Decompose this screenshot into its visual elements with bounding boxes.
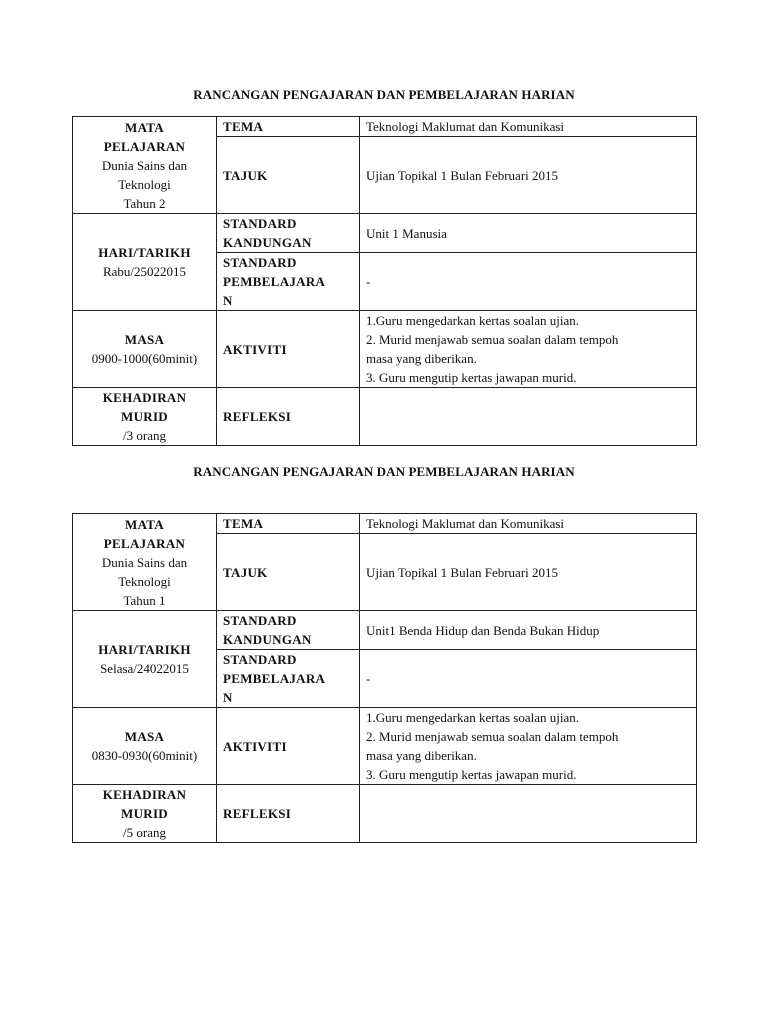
document-title: RANCANGAN PENGAJARAN DAN PEMBELAJARAN HARIAN: [193, 464, 575, 479]
standard-kandungan-label-line: KANDUNGAN: [223, 235, 312, 250]
tema-label: TEMA: [217, 514, 360, 534]
hari-tarikh-cell: [73, 611, 217, 708]
masa-cell: [73, 708, 217, 785]
tajuk-value: Ujian Topikal 1 Bulan Februari 2015: [360, 534, 697, 611]
tajuk-label: TAJUK: [217, 137, 360, 214]
hari-tarikh-label: HARI/TARIKH: [98, 642, 191, 657]
kehadiran-label: MURID: [121, 806, 168, 821]
hari-tarikh-cell: [73, 214, 217, 311]
kehadiran-value: /5 orang: [123, 825, 166, 840]
standard-kandungan-label: [217, 214, 360, 253]
standard-kandungan-label-line: STANDARD: [223, 216, 297, 231]
kehadiran-cell: [73, 388, 217, 446]
standard-kandungan-value: Unit 1 Manusia: [360, 214, 697, 253]
standard-pembelajaran-label-line: PEMBELAJARA: [223, 671, 326, 686]
aktiviti-line: 2. Murid menjawab semua soalan dalam tempoh: [366, 729, 619, 744]
refleksi-label: REFLEKSI: [217, 388, 360, 446]
standard-pembelajaran-label: [217, 253, 360, 311]
standard-pembelajaran-label-line: N: [223, 293, 233, 308]
mata-pelajaran-label: PELAJARAN: [103, 535, 186, 551]
standard-kandungan-label-line: STANDARD: [223, 613, 297, 628]
kehadiran-label: KEHADIRAN: [102, 390, 187, 405]
refleksi-label: REFLEKSI: [217, 785, 360, 843]
standard-pembelajaran-label: [217, 650, 360, 708]
aktiviti-label: AKTIVITI: [217, 311, 360, 388]
kehadiran-label: KEHADIRAN: [102, 787, 187, 802]
mata-pelajaran-label: MATA: [125, 119, 164, 135]
aktiviti-line: 2. Murid menjawab semua soalan dalam tempoh: [366, 332, 619, 347]
hari-tarikh-value: Selasa/24022015: [100, 661, 189, 676]
mata-pelajaran-value: Tahun 1: [123, 592, 166, 608]
mata-pelajaran-value: Dunia Sains dan: [101, 554, 188, 570]
tajuk-value: Ujian Topikal 1 Bulan Februari 2015: [360, 137, 697, 214]
standard-pembelajaran-value: -: [360, 253, 697, 311]
kehadiran-cell: [73, 785, 217, 843]
kehadiran-value: /3 orang: [123, 428, 166, 443]
masa-label: MASA: [124, 729, 165, 744]
standard-pembelajaran-label-line: PEMBELAJARA: [223, 274, 326, 289]
mata-pelajaran-cell: [73, 514, 217, 611]
aktiviti-line: 1.Guru mengedarkan kertas soalan ujian.: [366, 710, 579, 725]
mata-pelajaran-value: Teknologi: [118, 176, 171, 192]
masa-cell: [73, 311, 217, 388]
aktiviti-line: masa yang diberikan.: [366, 351, 477, 366]
tema-label: TEMA: [217, 117, 360, 137]
standard-pembelajaran-label-line: STANDARD: [223, 652, 297, 667]
tema-value: Teknologi Maklumat dan Komunikasi: [360, 117, 697, 137]
aktiviti-line: 3. Guru mengutip kertas jawapan murid.: [366, 370, 577, 385]
aktiviti-label: AKTIVITI: [217, 708, 360, 785]
hari-tarikh-label: HARI/TARIKH: [98, 245, 191, 260]
document-title: RANCANGAN PENGAJARAN DAN PEMBELAJARAN HARIAN: [193, 87, 575, 102]
standard-pembelajaran-label-line: N: [223, 690, 233, 705]
hari-tarikh-value: Rabu/25022015: [102, 264, 187, 279]
aktiviti-line: masa yang diberikan.: [366, 748, 477, 763]
refleksi-value: [360, 388, 697, 446]
mata-pelajaran-cell: [73, 117, 217, 214]
mata-pelajaran-value: Dunia Sains dan: [101, 157, 188, 173]
masa-value: 0830-0930(60minit): [91, 748, 198, 763]
mata-pelajaran-label: MATA: [125, 516, 164, 532]
masa-value: 0900-1000(60minit): [91, 351, 198, 366]
mata-pelajaran-label: PELAJARAN: [103, 138, 186, 154]
aktiviti-value: [360, 311, 697, 388]
refleksi-value: [360, 785, 697, 843]
tajuk-label: TAJUK: [217, 534, 360, 611]
aktiviti-line: 3. Guru mengutip kertas jawapan murid.: [366, 767, 577, 782]
lesson-plan-table: [72, 116, 697, 446]
standard-kandungan-value: Unit1 Benda Hidup dan Benda Bukan Hidup: [360, 611, 697, 650]
standard-kandungan-label-line: KANDUNGAN: [223, 632, 312, 647]
standard-kandungan-label: [217, 611, 360, 650]
standard-pembelajaran-value: -: [360, 650, 697, 708]
kehadiran-label: MURID: [121, 409, 168, 424]
aktiviti-value: [360, 708, 697, 785]
mata-pelajaran-value: Tahun 2: [123, 195, 166, 211]
aktiviti-line: 1.Guru mengedarkan kertas soalan ujian.: [366, 313, 579, 328]
mata-pelajaran-value: Teknologi: [118, 573, 171, 589]
masa-label: MASA: [124, 332, 165, 347]
standard-pembelajaran-label-line: STANDARD: [223, 255, 297, 270]
lesson-plan-table: [72, 513, 697, 843]
tema-value: Teknologi Maklumat dan Komunikasi: [360, 514, 697, 534]
